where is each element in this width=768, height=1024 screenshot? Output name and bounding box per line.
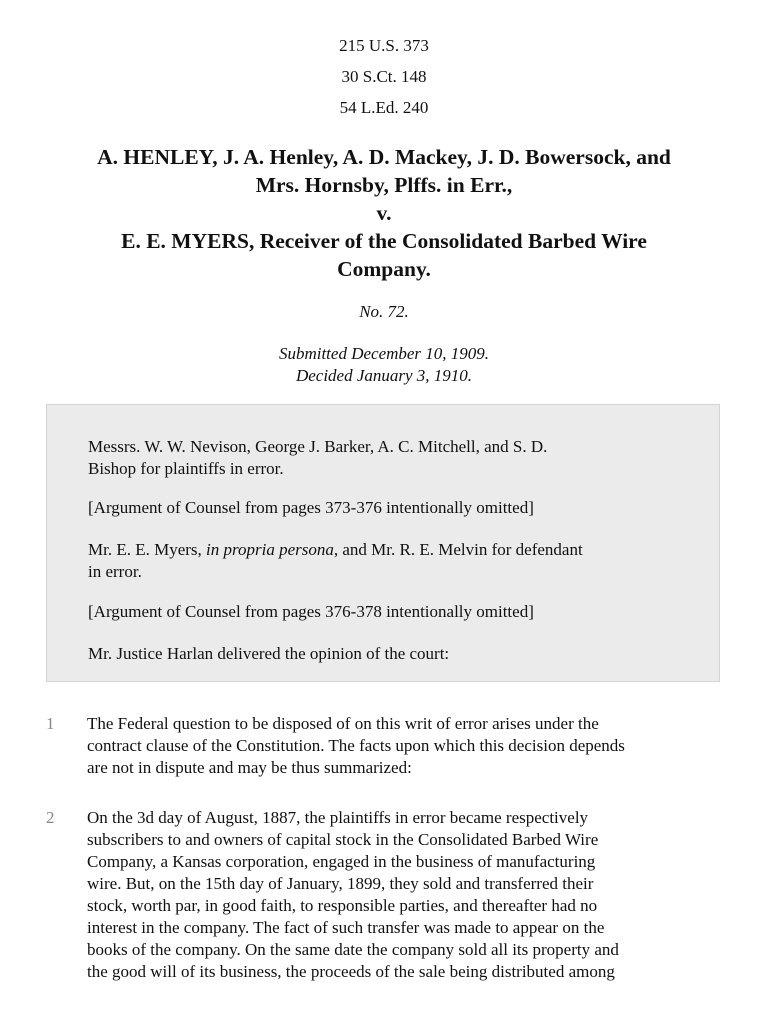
plaintiffs-counsel (88, 436, 648, 480)
counsel-section (46, 404, 720, 682)
plaintiffs-counsel-line-1: Messrs. W. W. Nevison, George J. Barker, A. C. Mitchell, and S. D. (88, 437, 548, 456)
defendant-counsel-post: , and Mr. R. E. Melvin for defendant (333, 540, 583, 559)
paragraph-line: are not in dispute and may be thus summarized: (87, 758, 412, 777)
paragraph-text (87, 807, 727, 983)
paragraph-number: 2 (46, 808, 55, 827)
paragraph-line: the good will of its business, the proceeds of the sale being distributed among (87, 962, 615, 981)
title-line-4: Company. (337, 257, 431, 281)
paragraph-text (87, 713, 727, 779)
paragraph-line: wire. But, on the 15th day of January, 1899, they sold and transferred their (87, 874, 594, 893)
title-line-1: A. HENLEY, J. A. Henley, A. D. Mackey, J. D. Bowersock, and (97, 145, 671, 169)
case-number: No. 72. (359, 302, 409, 321)
defendant-counsel-italic: in propria persona (206, 540, 334, 559)
defendant-counsel (88, 539, 648, 583)
lawyers-edition-citation: 54 L.Ed. 240 (339, 98, 429, 117)
paragraph-line: The Federal question to be disposed of on this writ of error arises under the (87, 714, 599, 733)
submitted-date: Submitted December 10, 1909. (278, 344, 490, 363)
opinion-delivered-by: Mr. Justice Harlan delivered the opinion of the court: (88, 644, 450, 663)
plaintiffs-counsel-line-2: Bishop for plaintiffs in error. (88, 459, 284, 478)
paragraph-line: Company, a Kansas corporation, engaged in the business of manufacturing (87, 852, 596, 871)
paragraph-line: stock, worth par, in good faith, to responsible parties, and thereafter had no (87, 896, 598, 915)
title-line-3: E. E. MYERS, Receiver of the Consolidated Barbed Wire (121, 229, 647, 253)
defendant-counsel-line-2: in error. (88, 562, 142, 581)
supreme-court-reporter-citation: 30 S.Ct. 148 (341, 67, 427, 86)
title-line-2: Mrs. Hornsby, Plffs. in Err., (255, 173, 513, 197)
case-title (40, 143, 728, 283)
defendant-counsel-pre: Mr. E. E. Myers, (88, 540, 207, 559)
paragraph-number: 1 (46, 714, 55, 733)
paragraph-line: subscribers to and owners of capital stock in the Consolidated Barbed Wire (87, 830, 599, 849)
paragraph-line: contract clause of the Constitution. The facts upon which this decision depends (87, 736, 625, 755)
argument-omitted-note-2: [Argument of Counsel from pages 376-378 intentionally omitted] (88, 602, 534, 621)
paragraph-line: interest in the company. The fact of such transfer was made to appear on the (87, 918, 605, 937)
us-reports-citation: 215 U.S. 373 (339, 36, 429, 55)
decided-date: Decided January 3, 1910. (295, 366, 473, 385)
paragraph-line: On the 3d day of August, 1887, the plaintiffs in error became respectively (87, 808, 589, 827)
title-versus: v. (376, 201, 392, 225)
argument-omitted-note-1: [Argument of Counsel from pages 373-376 intentionally omitted] (88, 498, 534, 517)
paragraph-line: books of the company. On the same date the company sold all its property and (87, 940, 619, 959)
